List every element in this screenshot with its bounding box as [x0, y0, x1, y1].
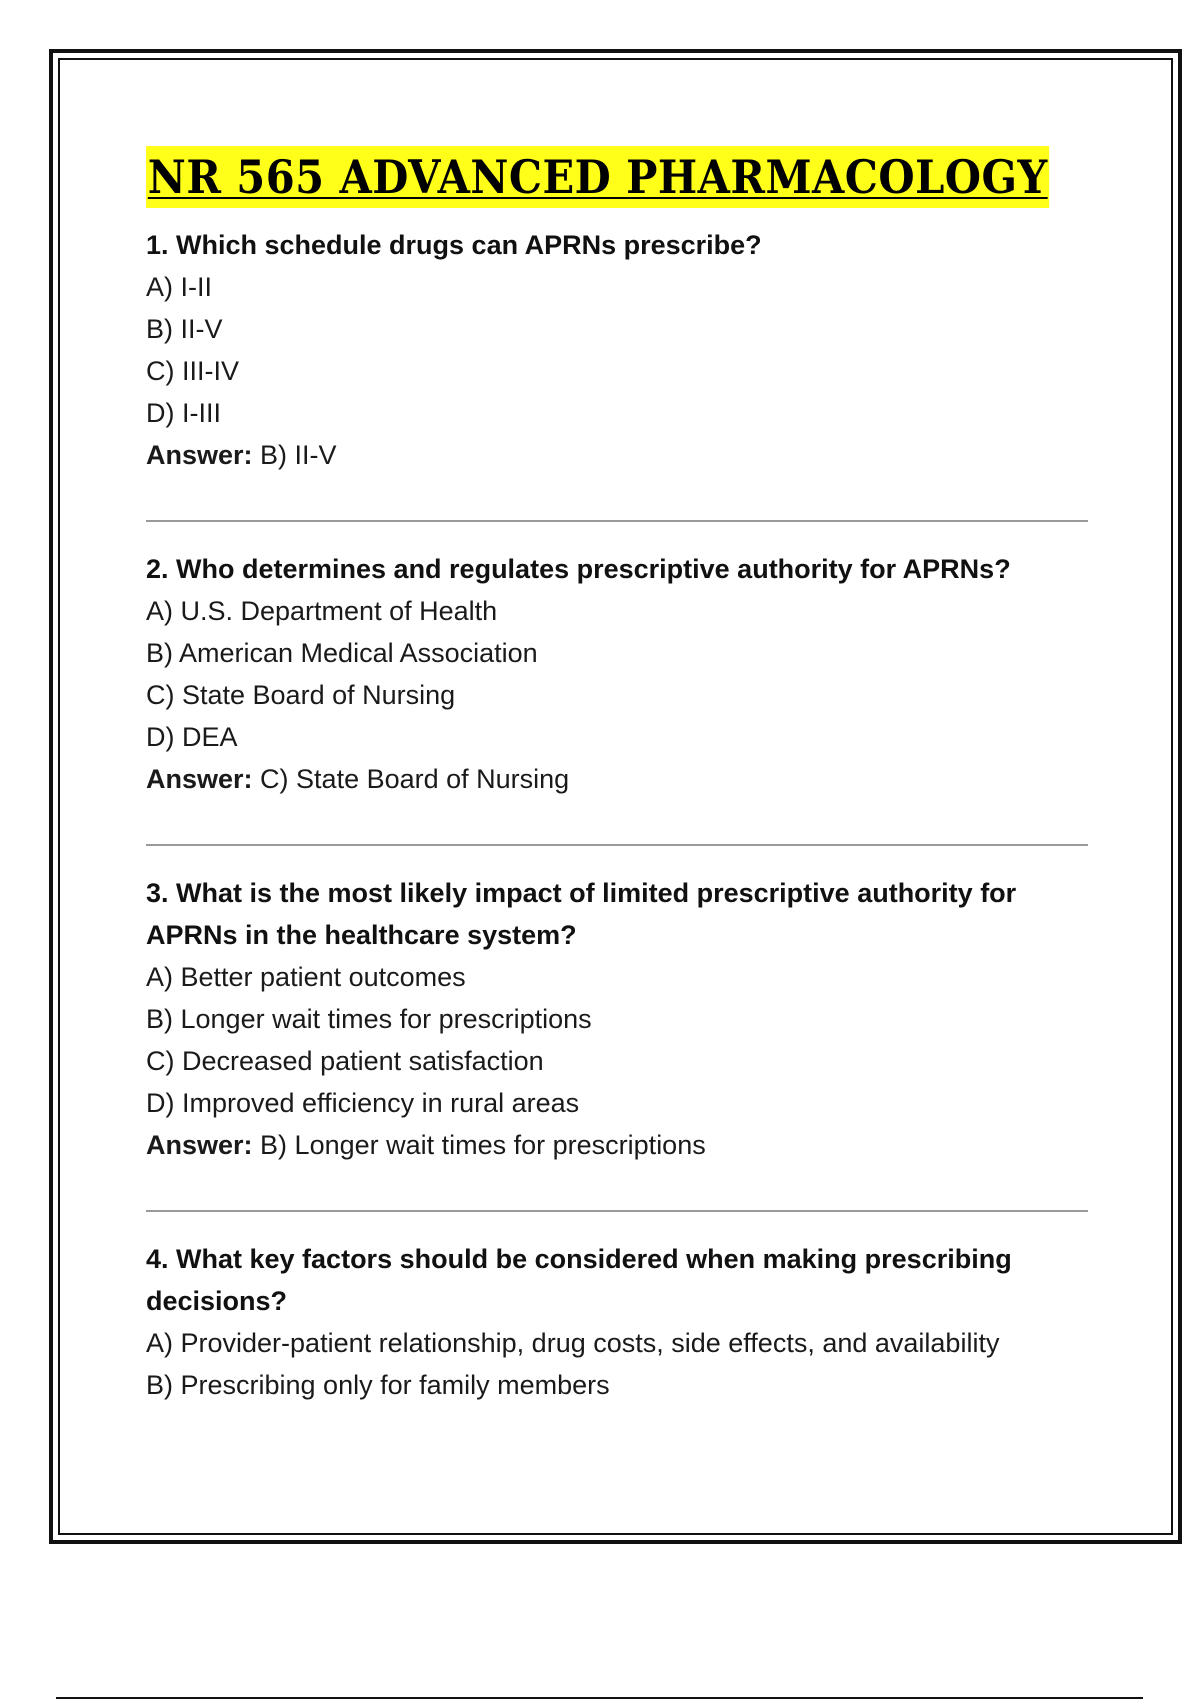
question-separator	[146, 520, 1088, 522]
question-4	[146, 1238, 1086, 1406]
option-b: B) Longer wait times for prescriptions	[146, 1004, 592, 1034]
answer-label: Answer:	[146, 764, 253, 794]
option-d: D) DEA	[146, 722, 238, 752]
option-c: C) III-IV	[146, 356, 239, 386]
option-a: A) U.S. Department of Health	[146, 596, 498, 626]
option-b: B) II-V	[146, 314, 223, 344]
answer-label: Answer:	[146, 440, 253, 470]
option-d: D) Improved efficiency in rural areas	[146, 1088, 580, 1118]
option-b: B) Prescribing only for family members	[146, 1370, 610, 1400]
question-1	[146, 224, 1086, 476]
answer-line	[146, 1124, 1086, 1166]
footer-rule	[56, 1697, 1143, 1699]
question-separator	[146, 1210, 1088, 1212]
answer-label: Answer:	[146, 1130, 253, 1160]
option-b: B) American Medical Association	[146, 638, 538, 668]
option-d: D) I-III	[146, 398, 221, 428]
document-title: NR 565 ADVANCED PHARMACOLOGY	[146, 146, 1050, 208]
option-a: A) I-II	[146, 272, 212, 302]
option-a: A) Provider-patient relationship, drug costs, side effects, and availability	[146, 1328, 1000, 1358]
question-text: 3. What is the most likely impact of limited prescriptive authority for APRNs in the healthcare system?	[146, 878, 1017, 950]
question-3	[146, 872, 1086, 1166]
answer-line	[146, 434, 1086, 476]
question-separator	[146, 844, 1088, 846]
answer-value: C) State Board of Nursing	[260, 764, 570, 794]
option-c: C) Decreased patient satisfaction	[146, 1046, 544, 1076]
option-c: C) State Board of Nursing	[146, 680, 456, 710]
answer-line	[146, 758, 1086, 800]
document-content	[146, 146, 1086, 1406]
question-text: 1. Which schedule drugs can APRNs prescribe?	[146, 230, 762, 260]
option-a: A) Better patient outcomes	[146, 962, 466, 992]
question-2	[146, 548, 1086, 800]
question-text: 2. Who determines and regulates prescriptive authority for APRNs?	[146, 554, 1011, 584]
answer-value: B) II-V	[260, 440, 337, 470]
question-text: 4. What key factors should be considered when making prescribing decisions?	[146, 1244, 1012, 1316]
answer-value: B) Longer wait times for prescriptions	[260, 1130, 706, 1160]
